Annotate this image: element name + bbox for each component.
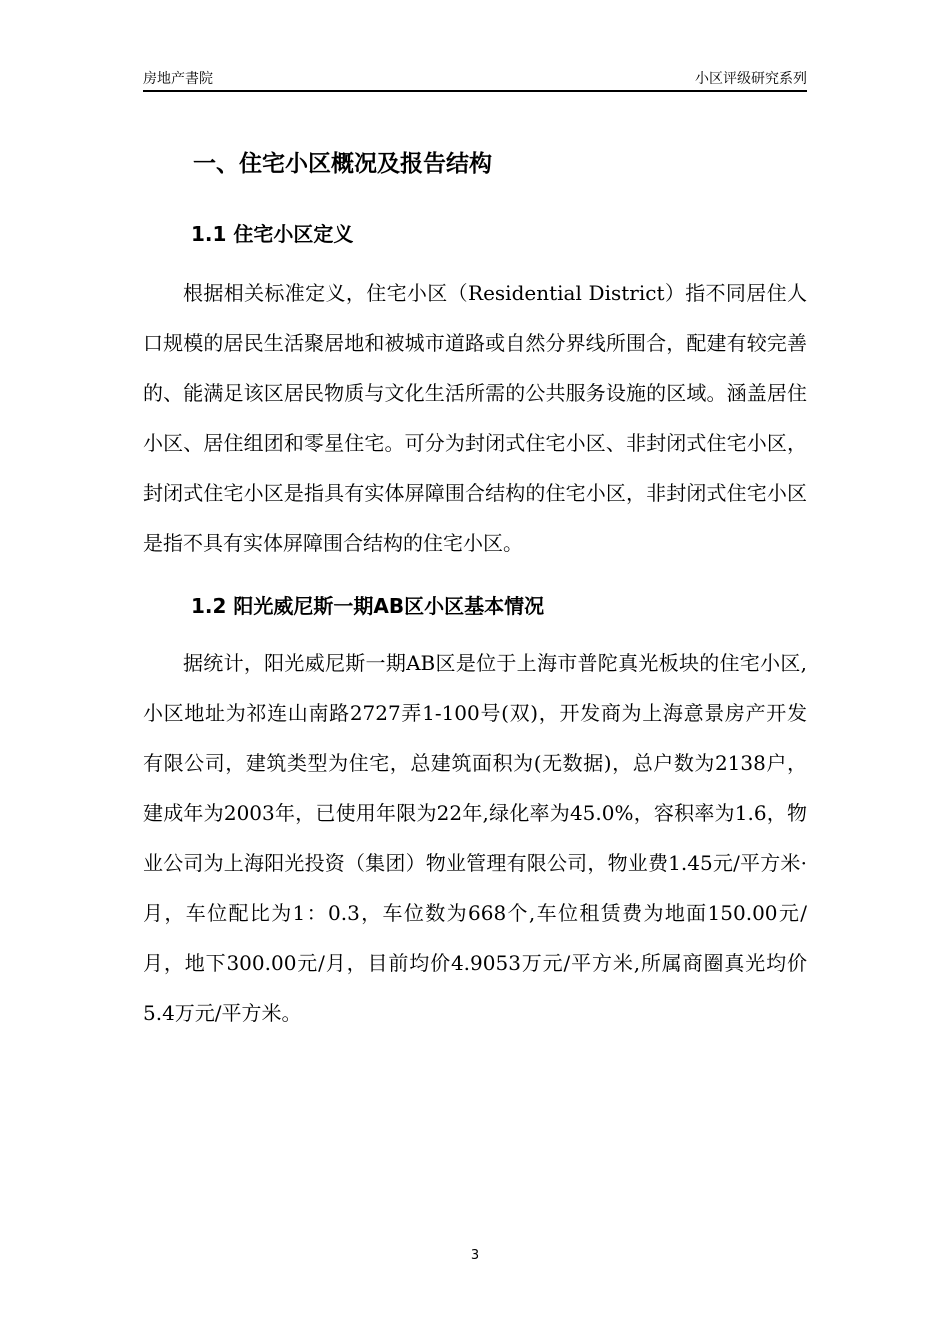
subsection-heading-basic-info: 1.2 阳光威尼斯一期AB区小区基本情况 [191, 594, 545, 618]
header-series-title: 小区评级研究系列 [695, 71, 807, 87]
section-heading: 一、住宅小区概况及报告结构 [193, 151, 492, 177]
basic-info-paragraph: 据统计，阳光威尼斯一期AB区是位于上海市普陀真光板块的住宅小区,小区地址为祁连山南路2727弄1-100号(双)，开发商为上海意景房产开发有限公司，建筑类型为住宅，总建筑面积为(无数据)，总户数为2138户，建成年为2003年，已使用年限为22年,绿化率为45.0%，容积率为1.6，物业公司为上海阳光投资（集团）物业管理有限公司，物业费1.45元/平方米·月，车位配比为1：0.3，车位数为668个,车位租赁费为地面150.00元/月，地下300.00元/月，目前均价4.9053万元/平方米,所属商圈真光均价5.4万元/平方米。 [143, 651, 807, 1025]
subsection-heading-definition: 1.1 住宅小区定义 [191, 222, 354, 246]
page-content [143, 140, 807, 1038]
definition-paragraph: 根据相关标准定义，住宅小区（Residential District）指不同居住人口规模的居民生活聚居地和被城市道路或自然分界线所围合，配建有较完善的、能满足该区居民物质与文化生活所需的公共服务设施的区域。涵盖居住小区、居住组团和零星住宅。可分为封闭式住宅小区、非封闭式住宅小区，封闭式住宅小区是指具有实体屏障围合结构的住宅小区，非封闭式住宅小区是指不具有实体屏障围合结构的住宅小区。 [143, 281, 807, 555]
page-number: 3 [470, 1248, 480, 1263]
header-publisher: 房地产書院 [143, 71, 213, 87]
page-header [143, 64, 807, 92]
